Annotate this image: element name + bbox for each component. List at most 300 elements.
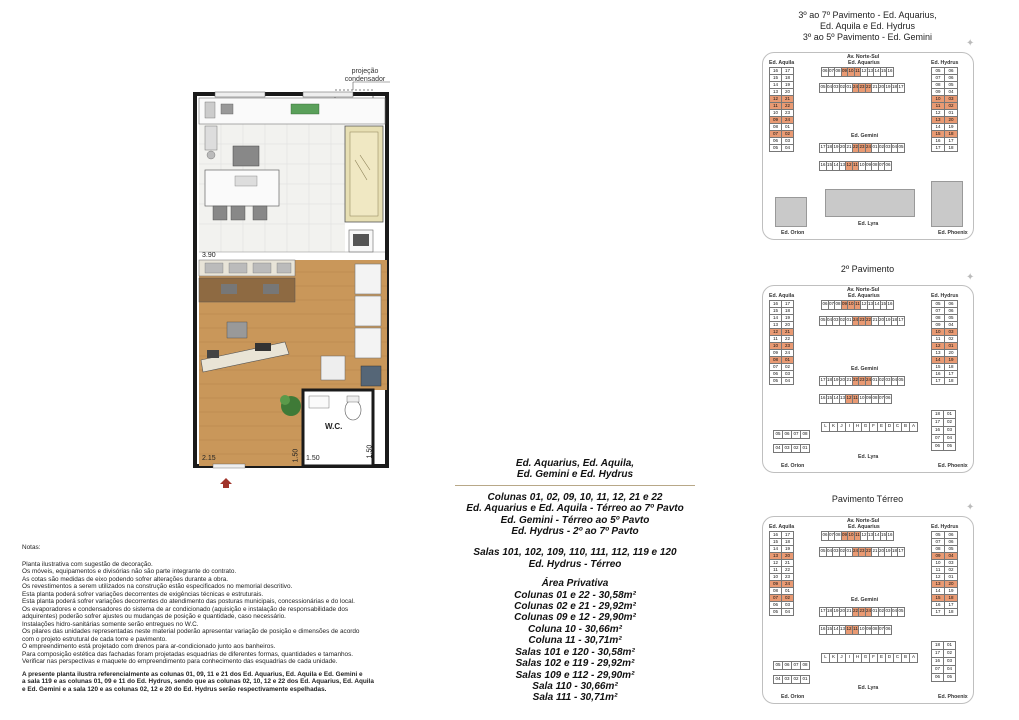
unit-cell: 01 (781, 123, 794, 131)
unit-cell: 17 (819, 143, 827, 153)
unit-cell: 04 (891, 143, 899, 153)
unit-cell: 12 (931, 109, 945, 117)
note-bold-line: e Ed. Gemini e a sala 120 e as colunas 02, 12 e 20 do Ed. Hydrus serão respectivamente espelhadas. (22, 685, 327, 693)
unit-cell: 09 (865, 161, 873, 171)
unit-cell: 08 (834, 300, 842, 310)
unit-cell: G (861, 653, 870, 663)
unit-cell: 16 (931, 426, 944, 435)
unit-cell: 16 (819, 161, 827, 171)
unit-cell: D (885, 422, 894, 432)
unit-cell: 02 (839, 547, 847, 557)
unit-cell: 02 (943, 418, 956, 427)
unit-cell: 15 (880, 67, 888, 77)
note-line: Os revestimentos a serem utilizados na construção estão especificados no memorial descritivo. (22, 583, 293, 590)
unit-cell: 06 (821, 300, 829, 310)
unit-cell: 01 (845, 547, 853, 557)
unit-cell: 13 (867, 300, 875, 310)
unit-cell: 14 (931, 587, 945, 595)
unit-cell: C (893, 653, 902, 663)
unit-cell: 09 (769, 580, 782, 588)
unit-cell: L (821, 422, 830, 432)
unit-cell: 16 (931, 137, 945, 145)
unit-cell: 21 (781, 328, 794, 336)
building-lyra (825, 189, 915, 217)
unit-cell: 11 (852, 161, 860, 171)
unit-cell: 07 (828, 67, 836, 77)
unit-cell: 16 (886, 67, 894, 77)
unit-cell: 05 (944, 545, 958, 553)
unit-cell: 24 (865, 607, 873, 617)
divider (455, 485, 695, 486)
building-label-lyra: Ed. Lyra (858, 221, 879, 227)
unit-cell: 06 (821, 67, 829, 77)
unit-cell: 22 (781, 335, 794, 343)
unit-cell: 23 (858, 83, 866, 93)
unit-cell: 03 (781, 370, 794, 378)
unit-cell: 13 (769, 321, 782, 329)
unit-cell: 14 (769, 545, 782, 553)
unit-cell: 20 (878, 316, 886, 326)
unit-cell: 06 (931, 442, 944, 451)
area-line: Colunas 09 e 12 - 29,90m² (514, 612, 636, 624)
unit-cell: 02 (791, 444, 801, 453)
unit-cell: 05 (819, 316, 827, 326)
unit-cell: 10 (769, 109, 782, 117)
unit-cell: 13 (867, 67, 875, 77)
unit-cell: 02 (878, 607, 886, 617)
unit-cell: 18 (944, 608, 958, 616)
building-label-gemini: Ed. Gemini (851, 597, 879, 603)
unit-cell: 20 (878, 547, 886, 557)
unit-cell: 21 (871, 83, 879, 93)
unit-cell: 03 (943, 657, 956, 666)
unit-cell: 16 (931, 657, 944, 666)
unit-cell: 03 (782, 444, 792, 453)
unit-cell: 20 (839, 376, 847, 386)
unit-cell: 04 (944, 321, 958, 329)
unit-cell: 19 (781, 545, 794, 553)
unit-cell: 14 (832, 394, 840, 404)
unit-cell: 05 (944, 81, 958, 89)
unit-cell: 02 (944, 102, 958, 110)
unit-cell: 06 (769, 137, 782, 145)
unit-cell: 23 (781, 573, 794, 581)
unit-cell: 03 (884, 376, 892, 386)
unit-cell: 03 (884, 607, 892, 617)
unit-cell: 03 (943, 426, 956, 435)
unit-cell: 11 (854, 67, 862, 77)
building-label-aquarius: Ed. Aquarius (848, 524, 880, 530)
unit-cell: 20 (839, 143, 847, 153)
unit-cell: F (869, 653, 878, 663)
unit-cell: 19 (884, 83, 892, 93)
building-label-hydrus: Ed. Hydrus (931, 293, 959, 299)
unit-cell: 13 (931, 580, 945, 588)
unit-cell: 11 (852, 394, 860, 404)
unit-cell: 04 (781, 608, 794, 616)
unit-cell: 07 (878, 394, 886, 404)
note-line: Os móveis, equipamentos e divisórias não são parte integrante do contrato. (22, 568, 237, 575)
unit-cell: 04 (943, 434, 956, 443)
building-label-gemini: Ed. Gemini (851, 366, 879, 372)
area-line: Sala 110 - 30,66m² (532, 680, 618, 692)
unit-cell: 19 (781, 81, 794, 89)
unit-cell: 13 (867, 531, 875, 541)
floor-plan-drawing (185, 60, 415, 490)
building-label-aquila: Ed. Aquila (769, 60, 795, 66)
unit-cell: 24 (852, 547, 860, 557)
unit-cell: 09 (865, 394, 873, 404)
unit-cell: 08 (800, 430, 810, 439)
unit-cell: 04 (891, 376, 899, 386)
unit-cell: 05 (931, 300, 945, 308)
unit-cell: 11 (931, 102, 945, 110)
unit-cell: 10 (931, 559, 945, 567)
unit-cell: 05 (769, 608, 782, 616)
unit-cell: 01 (800, 675, 810, 684)
notes-title: Notas: (22, 544, 41, 551)
unit-cell: 05 (897, 143, 905, 153)
unit-cell: 08 (931, 314, 945, 322)
unit-cell: 21 (871, 547, 879, 557)
dim-150-bottom: 1.50 (306, 455, 320, 462)
unit-cell: 09 (841, 67, 849, 77)
unit-cell: 19 (944, 356, 958, 364)
building-phoenix (931, 181, 963, 227)
unit-cell: 18 (931, 641, 944, 650)
unit-cell: 10 (931, 328, 945, 336)
unit-cell: 24 (781, 349, 794, 357)
unit-cell: 24 (781, 116, 794, 124)
unit-cell: 16 (819, 394, 827, 404)
unit-cell: 10 (847, 531, 855, 541)
unit-cell: 16 (931, 370, 945, 378)
unit-cell: 14 (931, 123, 945, 131)
unit-cell: 22 (852, 607, 860, 617)
street-label: Av. Norte-Sul (847, 287, 880, 293)
unit-cell: 15 (826, 625, 834, 635)
area-line: Salas 101 e 120 - 30,58m² (515, 646, 635, 658)
unit-cell: 10 (858, 625, 866, 635)
unit-cell: 14 (873, 531, 881, 541)
unit-cell: 15 (880, 300, 888, 310)
unit-cell: 10 (858, 394, 866, 404)
note-line: Os evaporadores e condensadores do sistema de ar condicionado (aquisição e instalação de responsabilidade dos (22, 605, 349, 613)
unit-cell: 21 (845, 143, 853, 153)
dim-150-right: 1.50 (366, 444, 374, 459)
notes (22, 544, 422, 693)
building-label-hydrus: Ed. Hydrus (931, 524, 959, 530)
unit-cell: 03 (781, 137, 794, 145)
building-label-orion: Ed. Orion (781, 463, 805, 469)
unit-cell: 02 (878, 143, 886, 153)
area-line: Colunas 01 e 22 - 30,58m² (514, 589, 636, 601)
unit-cell: 06 (769, 370, 782, 378)
unit-cell: 07 (791, 430, 801, 439)
unit-cell: 10 (847, 67, 855, 77)
unit-cell: 23 (858, 547, 866, 557)
unit-cell: 08 (834, 531, 842, 541)
unit-cell: 22 (781, 102, 794, 110)
unit-cell: 02 (791, 675, 801, 684)
unit-cell: 19 (884, 316, 892, 326)
unit-cell: 20 (781, 552, 794, 560)
note-line: Esta planta poderá sofrer variações decorrentes de exigências técnicas e estruturais. (22, 590, 264, 598)
unit-cell: 20 (781, 321, 794, 329)
unit-cell: 09 (769, 116, 782, 124)
unit-cell: 23 (858, 316, 866, 326)
unit-cell: 17 (931, 608, 945, 616)
unit-cell: 16 (886, 531, 894, 541)
unit-cell: 06 (944, 74, 958, 82)
building-label-aquila: Ed. Aquila (769, 293, 795, 299)
unit-cell: 06 (944, 531, 958, 539)
unit-cell: 18 (944, 363, 958, 371)
buildings-line-2: Ed. Gemini e Ed. Hydrus (516, 469, 634, 481)
unit-cell: 09 (841, 300, 849, 310)
unit-cell: 11 (769, 102, 782, 110)
unit-cell: D (885, 653, 894, 663)
unit-cell: 06 (782, 661, 792, 670)
unit-cell: 03 (782, 675, 792, 684)
unit-cell: 19 (781, 314, 794, 322)
map-1-title-line: Ed. Aquila e Ed. Hydrus (819, 21, 916, 31)
note-line: As cotas são medidas de eixo podendo sofrer alterações durante a obra. (22, 575, 229, 583)
site-map-2 (762, 285, 974, 473)
unit-cell: 07 (769, 363, 782, 371)
unit-cell: 11 (769, 566, 782, 574)
unit-cell: J (837, 422, 846, 432)
unit-cell: I (845, 653, 854, 663)
unit-cell: 19 (884, 547, 892, 557)
unit-cell: 05 (819, 83, 827, 93)
unit-cell: 12 (769, 328, 782, 336)
area-line: Colunas 02 e 21 - 29,92m² (514, 601, 636, 613)
unit-cell: 01 (944, 109, 958, 117)
unit-cell: 18 (944, 594, 958, 602)
note-line: Esta planta poderá sofrer variações decorrentes do atendimento das posturas municipais, concessionárias e do local. (22, 598, 355, 605)
unit-cell: 22 (865, 316, 873, 326)
projection-label: projeção condensador (344, 68, 386, 83)
unit-cell: 21 (845, 376, 853, 386)
unit-cell: 07 (931, 538, 945, 546)
unit-cell: 02 (781, 363, 794, 371)
unit-cell: E (877, 422, 886, 432)
unit-cell: 02 (781, 130, 794, 138)
unit-cell: 17 (819, 376, 827, 386)
unit-cell: 05 (897, 607, 905, 617)
unit-cell: 08 (871, 161, 879, 171)
unit-cell: 15 (931, 363, 945, 371)
unit-cell: 19 (832, 376, 840, 386)
unit-cell: 17 (931, 649, 944, 658)
unit-cell: 15 (931, 594, 945, 602)
unit-cell: 04 (781, 144, 794, 152)
unit-cell: 17 (897, 547, 905, 557)
map-1-title-line: 3º ao 5º Pavimento - Ed. Gemini (802, 32, 933, 42)
unit-cell: 15 (880, 531, 888, 541)
unit-cell: 06 (821, 531, 829, 541)
wc-label: W.C. (325, 422, 343, 431)
unit-cell: 15 (826, 394, 834, 404)
unit-cell: 04 (781, 377, 794, 385)
unit-cell: 06 (944, 307, 958, 315)
building-orion (775, 197, 807, 227)
building-label-lyra: Ed. Lyra (858, 685, 879, 691)
unit-cell: 06 (884, 161, 892, 171)
building-label-aquila: Ed. Aquila (769, 524, 795, 530)
unit-cell: 08 (931, 545, 945, 553)
unit-cell: 18 (781, 307, 794, 315)
unit-cell: 02 (943, 649, 956, 658)
unit-cell: 08 (931, 81, 945, 89)
unit-cell: I (845, 422, 854, 432)
unit-cell: 14 (769, 81, 782, 89)
unit-cell: 22 (852, 143, 860, 153)
unit-cell: 09 (841, 531, 849, 541)
unit-cell: 19 (832, 143, 840, 153)
unit-cell: 21 (845, 607, 853, 617)
unit-cell: 04 (773, 444, 783, 453)
unit-cell: 07 (931, 74, 945, 82)
unit-cell: 01 (845, 316, 853, 326)
note-line: Planta ilustrativa com sugestão de decoração. (22, 560, 153, 568)
unit-cell: 16 (819, 625, 827, 635)
unit-cell: 18 (944, 377, 958, 385)
unit-cell: 11 (931, 335, 945, 343)
unit-cell: 11 (854, 300, 862, 310)
unit-cell: 03 (832, 547, 840, 557)
unit-cell: 13 (839, 625, 847, 635)
unit-cell: 24 (852, 83, 860, 93)
unit-cell: 17 (944, 601, 958, 609)
map-3-title-line: Pavimento Térreo (831, 494, 904, 504)
unit-cell: 16 (769, 67, 782, 75)
unit-cell: 12 (845, 625, 853, 635)
area-line: Coluna 11 - 30,71m² (528, 635, 622, 647)
unit-cell: 15 (769, 538, 782, 546)
unit-cell: 22 (781, 566, 794, 574)
unit-cell: 06 (944, 300, 958, 308)
unit-cell: 02 (878, 376, 886, 386)
area-line: Salas 109 e 112 - 29,90m² (515, 669, 635, 681)
unit-cell: 05 (943, 442, 956, 451)
columns-line-2: Ed. Aquarius e Ed. Aquila - Térreo ao 7º Pavto (466, 503, 684, 515)
unit-cell: 06 (769, 601, 782, 609)
unit-cell: 05 (773, 430, 783, 439)
unit-cell: 13 (839, 394, 847, 404)
unit-cell: 03 (832, 316, 840, 326)
unit-cell: 19 (832, 607, 840, 617)
unit-cell: 07 (931, 434, 944, 443)
note-line: Instalações hidro-sanitárias somente serão entregues no W.C. (22, 620, 199, 628)
unit-cell: 11 (852, 625, 860, 635)
unit-cell: 01 (845, 83, 853, 93)
unit-cell: 07 (791, 661, 801, 670)
unit-cell: 03 (832, 83, 840, 93)
unit-cell: 09 (769, 349, 782, 357)
unit-cell: 07 (769, 594, 782, 602)
unit-cell: 09 (931, 321, 945, 329)
unit-cell: 23 (858, 607, 866, 617)
unit-cell: 01 (943, 641, 956, 650)
unit-cell: B (901, 422, 910, 432)
building-label-phoenix: Ed. Phoenix (938, 463, 968, 469)
unit-cell: 18 (944, 144, 958, 152)
unit-cell: 01 (943, 410, 956, 419)
unit-cell: 05 (769, 377, 782, 385)
building-label-orion: Ed. Orion (781, 230, 805, 236)
unit-cell: F (869, 422, 878, 432)
unit-cell: 06 (944, 67, 958, 75)
unit-cell: H (853, 653, 862, 663)
unit-cell: 24 (865, 376, 873, 386)
unit-cell: 06 (944, 538, 958, 546)
unit-cell: 20 (944, 349, 958, 357)
dim-390: 3.90 (202, 252, 216, 259)
unit-cell: 21 (871, 316, 879, 326)
unit-cell: 14 (931, 356, 945, 364)
unit-cell: 21 (781, 559, 794, 567)
unit-cell: 08 (871, 394, 879, 404)
building-label-aquarius: Ed. Aquarius (848, 60, 880, 66)
unit-cell: 18 (781, 74, 794, 82)
unit-cell: 06 (884, 394, 892, 404)
unit-cell: 12 (931, 573, 945, 581)
unit-cell: 01 (871, 376, 879, 386)
site-map-1 (762, 52, 974, 240)
map-1-title-line: 3º ao 7º Pavimento - Ed. Aquarius, (798, 10, 937, 20)
unit-cell: 02 (781, 594, 794, 602)
map-2-title-line: 2º Pavimento (840, 264, 895, 274)
unit-cell: 04 (826, 547, 834, 557)
note-line: Para composição estética das fachadas foram projetadas esquadrias de diferentes formas, quantidades e tamanhos. (22, 650, 354, 658)
unit-cell: 20 (944, 116, 958, 124)
unit-cell: 01 (800, 444, 810, 453)
dim-215: 2.15 (202, 455, 216, 462)
unit-cell: 05 (931, 67, 945, 75)
floor-plan (185, 60, 415, 490)
unit-cell: 12 (769, 559, 782, 567)
unit-cell: 08 (769, 587, 782, 595)
unit-cell: 24 (852, 316, 860, 326)
unit-cell: 16 (769, 531, 782, 539)
unit-cell: 12 (845, 161, 853, 171)
compass-icon: ✦ (966, 38, 975, 49)
unit-cell: L (821, 653, 830, 663)
unit-cell: 07 (931, 665, 944, 674)
note-line: O empreendimento está projetado com drenos para ar-condicionado junto aos banheiros. (22, 643, 276, 650)
unit-cell: 12 (845, 394, 853, 404)
unit-cell: A (909, 653, 918, 663)
unit-cell: 12 (860, 300, 868, 310)
unit-cell: 16 (931, 601, 945, 609)
unit-cell: 10 (769, 342, 782, 350)
unit-cell: 13 (769, 552, 782, 560)
unit-cell: 02 (839, 316, 847, 326)
unit-cell: 22 (865, 83, 873, 93)
building-label-orion: Ed. Orion (781, 694, 805, 700)
columns-line-4: Ed. Hydrus - 2º ao 7º Pavto (511, 526, 639, 538)
building-label-phoenix: Ed. Phoenix (938, 230, 968, 236)
unit-cell: 10 (769, 573, 782, 581)
unit-cell: 12 (931, 342, 945, 350)
unit-cell: 17 (897, 316, 905, 326)
unit-cell: 18 (944, 130, 958, 138)
buildings-line-1: Ed. Aquarius, Ed. Aquila, (515, 458, 635, 469)
unit-cell: 05 (769, 144, 782, 152)
unit-cell: 10 (847, 300, 855, 310)
